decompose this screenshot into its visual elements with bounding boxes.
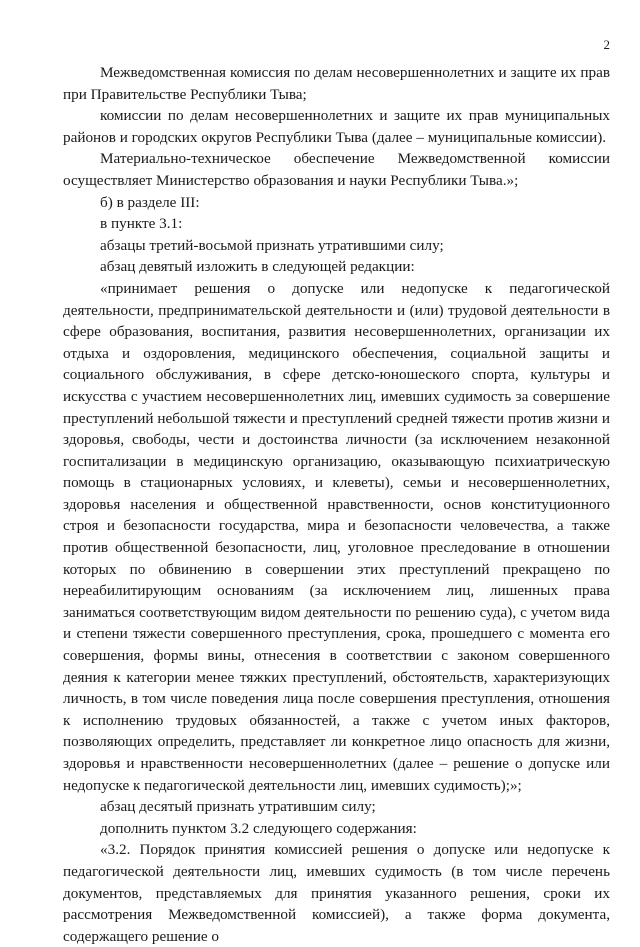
document-body [63,62,610,947]
paragraph: б) в разделе III: [100,193,200,211]
paragraph: абзац девятый изложить в следующей редакции: [100,258,415,276]
paragraph: Межведомственная комиссия по делам несовершеннолетних и защите их прав при Правительстве Республики Тыва; [63,64,610,103]
paragraph: абзац десятый признать утратившим силу; [100,798,376,816]
paragraph: дополнить пунктом 3.2 следующего содержания: [100,819,417,837]
paragraph: комиссии по делам несовершеннолетних и защите их прав муниципальных районов и городских округов Республики Тыва (далее – муниципальные комиссии). [63,107,610,146]
quoted-paragraph: «3.2. Порядок принятия комиссией решения о допуске или недопуске к педагогической деятельности лиц, имевших судимость (в том числе перечень документов, представляемых для принятия указанного решения, сроки их рассмотрения Межведомственной комиссией), а также форма документа, содержащего решение о [63,841,610,945]
page-number: 2 [603,37,610,52]
paragraph: Материально-техническое обеспечение Межведомственной комиссии осуществляет Министерство образования и науки Республики Тыва.»; [63,150,610,189]
paragraph: в пункте 3.1: [100,215,183,233]
quoted-paragraph: «принимает решения о допуске или недопуске к педагогической деятельности, предпринимательской деятельности и (или) трудовой деятельности в сфере образования, воспитания, развития несовершеннолетних, организации их отдыха и оздоровления, медицинского обеспечения, социальной защиты и социального обслуживания, в сфере детско-юношеского спорта, культуры и искусства с участием несовершеннолетних лиц, имевших судимость за совершение преступлений небольшой тяжести и преступлений средней тяжести против жизни и здоровья, свободы, чести и достоинства личности (за исключением незаконной госпитализации в медицинскую организацию, оказывающую психиатрическую помощь в стационарных условиях, и клеветы), семьи и несовершеннолетних, здоровья населения и общественной нравственности, основ конституционного строя и безопасности государства, мира и безопасности человечества, а также против общественной безопасности, лиц, уголовное преследование в отношении которых по обвинению в совершении этих преступлений прекращено по нереабилитирующим основаниям (за исключением лиц, лишенных права заниматься соответствующим видом деятельности по решению суда), с учетом вида и степени тяжести совершенного преступления, срока, прошедшего с момента его совершения, формы вины, отнесения в соответствии с законом совершенного деяния к категории менее тяжких преступлений, обстоятельств, характеризующих личность, в том числе поведения лица после совершения преступления, отношения к исполнению трудовых обязанностей, а также с учетом иных факторов, позволяющих определить, представляет ли конкретное лицо опасность для жизни, здоровья и нравственности несовершеннолетних (далее – решение о допуске или недопуске к педагогической деятельности лиц, имевших судимость);»; [63,279,610,794]
paragraph: абзацы третий-восьмой признать утратившими силу; [100,236,444,254]
